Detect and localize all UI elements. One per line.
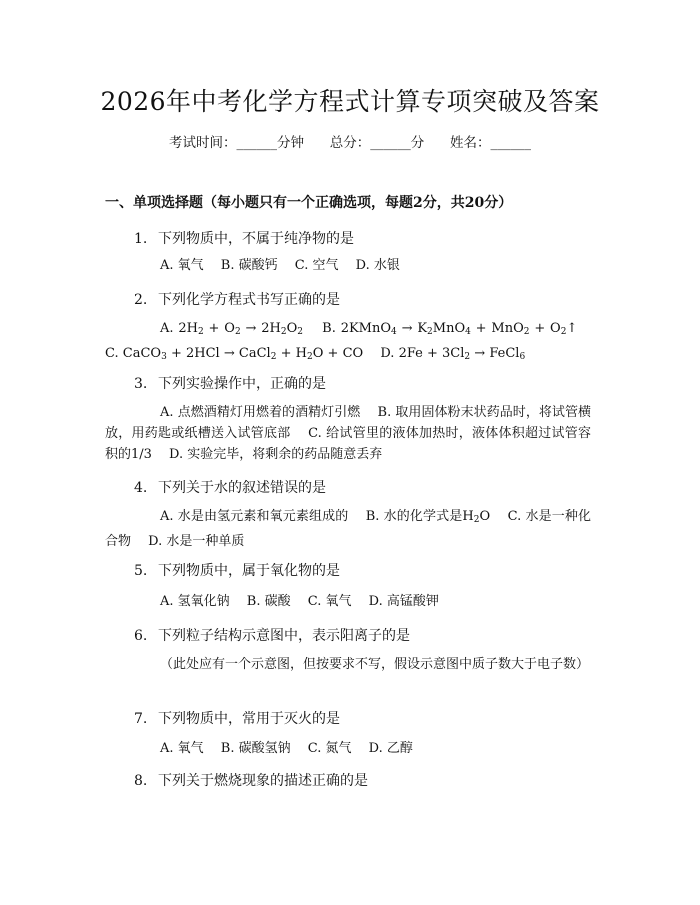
time-blank: ______: [236, 135, 277, 151]
question-4-stem: [134, 477, 326, 497]
option-a: A. 水是由氢元素和氧元素组成的: [160, 509, 349, 524]
section-heading: 一、单项选择题（每小题只有一个正确选项，每题2分，共20分）: [105, 195, 513, 211]
question-text: 下列关于燃烧现象的描述正确的是: [158, 773, 368, 789]
question-3-options: A. 点燃酒精灯用燃着的酒精灯引燃 B. 取用固体粉末状药品时，将试管横放，用药匙或纸槽送入试管底部 C. 给试管里的液体加热时，液体体积超过试管容积的1/3 D. 实验完毕，将剩余的药品随意丢弃: [105, 405, 591, 462]
question-6-stem: [134, 625, 410, 645]
question-1-stem: [134, 228, 354, 248]
question-number: 6.: [134, 628, 148, 644]
question-text: 下列物质中，常用于灭火的是: [158, 711, 340, 727]
question-number: 5.: [134, 563, 148, 579]
question-5-options: A. 氢氧化钠 B. 碳酸 C. 氧气 D. 高锰酸钾: [160, 594, 439, 609]
exam-title: 2026年中考化学方程式计算专项突破及答案: [100, 87, 600, 116]
question-text: 下列实验操作中，正确的是: [158, 376, 326, 392]
question-text: 下列关于水的叙述错误的是: [158, 480, 326, 496]
question-text: 下列粒子结构示意图中，表示阳离子的是: [158, 628, 410, 644]
question-number: 2.: [134, 292, 148, 308]
question-8-stem: [134, 770, 368, 790]
question-text: 下列物质中，属于氧化物的是: [158, 563, 340, 579]
score-label: 总分：: [329, 135, 371, 151]
question-number: 7.: [134, 711, 148, 727]
option-c: C. CaCO$_3$ + 2HCl → CaCl$_2$ + $H_2O$ + CO: [105, 346, 364, 362]
option-c: C. 水是一种化合物: [105, 509, 592, 549]
question-2-options: [105, 318, 591, 368]
question-text: 下列物质中，不属于纯净物的是: [158, 231, 354, 247]
exam-info-line: [0, 131, 700, 151]
question-4-options: [105, 506, 591, 552]
name-blank: ______: [490, 135, 531, 151]
option-b: B. 2KMnO$_4$ → $K_2MnO_4 + MnO_2$ + $O_2↑$: [322, 321, 578, 337]
option-a: A. $2H_2 + O_2 \to 2H_2O_2$: [160, 321, 303, 337]
question-2-stem: [134, 289, 340, 309]
question-3-stem: [134, 373, 326, 393]
question-number: 3.: [134, 376, 148, 392]
score-unit: 分: [410, 135, 425, 151]
time-unit: 分钟: [277, 135, 304, 151]
question-7-options: A. 氧气 B. 碳酸氢钠 C. 氮气 D. 乙醇: [160, 741, 413, 756]
question-number: 8.: [134, 773, 148, 789]
time-label: 考试时间：: [169, 135, 237, 151]
option-d: D. 水是一种单质: [148, 534, 245, 549]
name-label: 姓名：: [450, 135, 491, 151]
question-1-options: A. 氧气 B. 碳酸钙 C. 空气 D. 水银: [160, 258, 400, 273]
option-b: B. 水的化学式是$H_2O$: [365, 509, 491, 525]
score-blank: ______: [370, 135, 411, 151]
question-number: 1.: [134, 231, 148, 247]
question-6-note: （此处应有一个示意图，但按要求不写，假设示意图中质子数大于电子数）: [160, 657, 590, 672]
option-d: D. $2Fe + 3Cl_2$ → FeCl$_6$: [380, 346, 526, 362]
question-7-stem: [134, 708, 340, 728]
question-number: 4.: [134, 480, 148, 496]
question-text: 下列化学方程式书写正确的是: [158, 292, 340, 308]
question-5-stem: [134, 560, 340, 580]
